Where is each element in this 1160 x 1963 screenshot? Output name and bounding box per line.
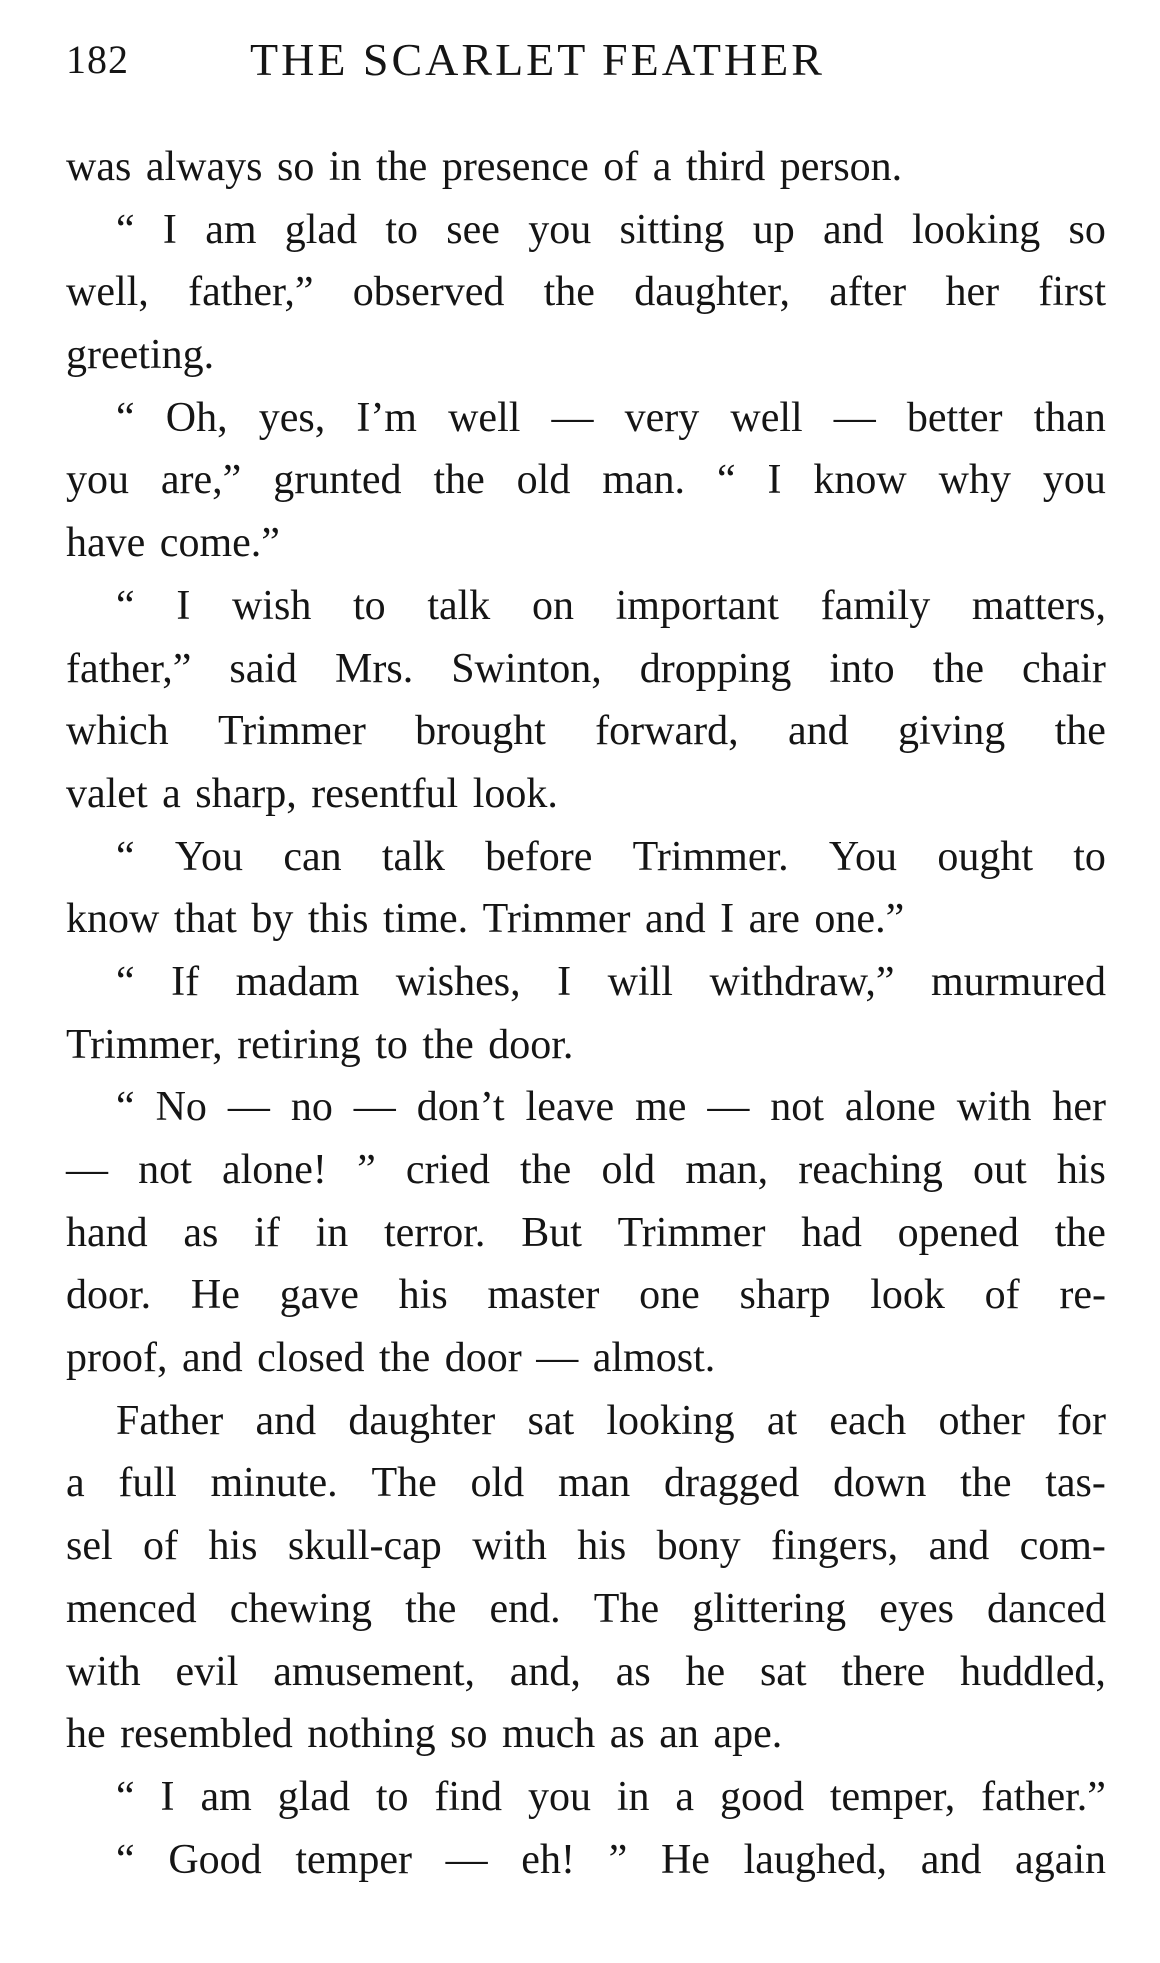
word: alone bbox=[844, 1084, 936, 1131]
word: me bbox=[635, 1084, 687, 1131]
word: know bbox=[66, 896, 174, 943]
word: why bbox=[938, 457, 1012, 504]
word: the bbox=[932, 645, 984, 692]
word: ape. bbox=[713, 1711, 783, 1758]
word: — bbox=[227, 1084, 270, 1131]
word: minute. bbox=[210, 1460, 338, 1507]
word: in bbox=[616, 1773, 650, 1820]
word: proof, bbox=[66, 1335, 182, 1382]
word: almost. bbox=[592, 1335, 716, 1382]
word: talk bbox=[381, 833, 445, 880]
word: giving bbox=[897, 708, 1006, 755]
word: menced bbox=[66, 1585, 197, 1632]
word: find bbox=[434, 1773, 503, 1820]
word: know bbox=[813, 457, 907, 504]
word: in bbox=[328, 144, 376, 190]
word: first bbox=[1038, 269, 1106, 316]
text-line bbox=[66, 1515, 1106, 1578]
word: he bbox=[66, 1711, 121, 1758]
word: old bbox=[516, 457, 571, 504]
text-line bbox=[66, 826, 1106, 889]
word: have bbox=[66, 520, 160, 567]
word: well, bbox=[66, 269, 149, 316]
word: in bbox=[315, 1209, 349, 1256]
word: ” bbox=[608, 1836, 628, 1883]
word: well bbox=[730, 394, 803, 441]
word: an bbox=[659, 1711, 714, 1758]
word: if bbox=[254, 1209, 280, 1256]
word: as bbox=[609, 1711, 660, 1758]
book-page bbox=[66, 28, 1106, 1891]
word: father.” bbox=[981, 1773, 1106, 1820]
word: and bbox=[920, 1836, 982, 1883]
word: door. bbox=[488, 1021, 574, 1068]
word: reaching bbox=[798, 1147, 943, 1193]
word: door. bbox=[66, 1272, 152, 1319]
word: the bbox=[378, 1335, 445, 1382]
word: — bbox=[833, 394, 876, 441]
word: The bbox=[593, 1585, 660, 1632]
word: resentful bbox=[311, 770, 473, 817]
word: other bbox=[938, 1397, 1025, 1444]
word: — bbox=[66, 1147, 108, 1193]
text-line bbox=[66, 512, 1106, 575]
word: to bbox=[385, 206, 419, 253]
word: “ bbox=[116, 206, 135, 253]
word: and bbox=[787, 708, 849, 755]
word: the bbox=[960, 1460, 1012, 1507]
word: into bbox=[829, 645, 895, 692]
text-line bbox=[66, 449, 1106, 512]
word: I bbox=[720, 896, 749, 943]
word: with bbox=[66, 1648, 141, 1695]
word: you bbox=[1042, 457, 1106, 504]
word: her bbox=[1052, 1084, 1106, 1131]
word: alone! bbox=[221, 1147, 327, 1193]
word: of bbox=[984, 1272, 1020, 1319]
word: better bbox=[906, 394, 1003, 441]
word: You bbox=[174, 833, 244, 880]
word: you bbox=[66, 457, 129, 504]
word: person. bbox=[779, 144, 903, 190]
text-line bbox=[66, 1076, 1106, 1139]
word: very bbox=[624, 394, 700, 441]
word: I bbox=[557, 958, 572, 1005]
word: observed bbox=[352, 269, 505, 316]
word: Trimmer. bbox=[632, 833, 789, 880]
word: so bbox=[450, 1711, 502, 1758]
word: glittering bbox=[692, 1585, 847, 1632]
word: “ bbox=[116, 1773, 135, 1820]
text-line bbox=[66, 136, 1106, 199]
word: again bbox=[1015, 1836, 1106, 1883]
word: after bbox=[829, 269, 907, 316]
word: sat bbox=[527, 1397, 575, 1444]
word: not bbox=[138, 1147, 192, 1193]
word: wish bbox=[231, 582, 312, 629]
text-line bbox=[66, 1202, 1106, 1265]
word: gave bbox=[279, 1272, 359, 1319]
text-line bbox=[66, 387, 1106, 450]
word: time. bbox=[383, 896, 483, 943]
word: looking bbox=[606, 1397, 735, 1444]
running-head bbox=[66, 28, 1106, 92]
text-line bbox=[66, 1578, 1106, 1641]
word: laughed, bbox=[743, 1836, 888, 1883]
word: sitting bbox=[619, 206, 725, 253]
word: his bbox=[398, 1272, 448, 1319]
word: you bbox=[528, 206, 592, 253]
word: well bbox=[448, 394, 521, 441]
text-line bbox=[66, 1014, 1106, 1077]
word: his bbox=[1056, 1147, 1106, 1193]
word: the bbox=[433, 457, 485, 504]
word: — bbox=[353, 1084, 396, 1131]
word: withdraw,” bbox=[709, 958, 895, 1005]
word: good bbox=[719, 1773, 804, 1820]
word: end. bbox=[489, 1585, 561, 1632]
word: her bbox=[945, 269, 1000, 316]
word: up bbox=[752, 206, 795, 253]
word: chewing bbox=[229, 1585, 372, 1632]
word: Trimmer bbox=[482, 896, 645, 943]
word: this bbox=[307, 896, 384, 943]
word: man. bbox=[602, 457, 686, 504]
text-line bbox=[66, 1390, 1106, 1453]
word: murmured bbox=[931, 958, 1106, 1005]
word: Mrs. bbox=[335, 645, 414, 692]
text-line bbox=[66, 951, 1106, 1014]
word: tas- bbox=[1045, 1460, 1106, 1507]
word: his bbox=[577, 1523, 627, 1570]
word: ” bbox=[357, 1147, 376, 1193]
word: the bbox=[376, 144, 442, 190]
word: man bbox=[557, 1460, 631, 1507]
word: you bbox=[527, 1773, 591, 1820]
word: which bbox=[66, 708, 169, 755]
text-line bbox=[66, 1641, 1106, 1704]
word: old bbox=[601, 1147, 656, 1193]
text-line bbox=[66, 700, 1106, 763]
word: sharp, bbox=[195, 770, 312, 817]
word: forward, bbox=[595, 708, 739, 755]
word: If bbox=[171, 958, 200, 1005]
word: with bbox=[472, 1523, 547, 1570]
word: I bbox=[176, 582, 191, 629]
word: daughter, bbox=[634, 269, 790, 316]
word: He bbox=[190, 1272, 240, 1319]
word: with bbox=[956, 1084, 1032, 1131]
word: look. bbox=[472, 770, 558, 817]
word: down bbox=[833, 1460, 927, 1507]
word: to bbox=[375, 1773, 409, 1820]
word: daughter bbox=[348, 1397, 496, 1444]
word: had bbox=[801, 1209, 862, 1256]
word: before bbox=[485, 833, 593, 880]
word: and bbox=[181, 1335, 258, 1382]
word: a bbox=[162, 770, 196, 817]
text-line bbox=[66, 575, 1106, 638]
word: No bbox=[155, 1084, 207, 1131]
word: family bbox=[820, 582, 931, 629]
word: — bbox=[551, 394, 594, 441]
word: there bbox=[841, 1648, 926, 1695]
word: full bbox=[118, 1460, 177, 1507]
word: he bbox=[685, 1648, 726, 1695]
word: Trimmer bbox=[617, 1209, 766, 1256]
word: not bbox=[770, 1084, 824, 1131]
word: as bbox=[615, 1648, 651, 1695]
word: terror. bbox=[383, 1209, 486, 1256]
word: dropping bbox=[639, 645, 792, 692]
word: the bbox=[422, 1021, 489, 1068]
word: Father bbox=[116, 1397, 224, 1444]
word: the bbox=[543, 269, 595, 316]
text-line bbox=[66, 763, 1106, 826]
word: The bbox=[371, 1460, 437, 1507]
word: are,” bbox=[160, 457, 242, 504]
word: and bbox=[255, 1397, 317, 1444]
word: and bbox=[823, 206, 884, 253]
word: father,” bbox=[188, 269, 314, 316]
word: see bbox=[446, 206, 500, 253]
word: — bbox=[536, 1335, 593, 1382]
book-title: THE SCARLET FEATHER bbox=[250, 34, 825, 85]
word: “ bbox=[116, 833, 135, 880]
word: and bbox=[644, 896, 721, 943]
word: danced bbox=[987, 1585, 1106, 1632]
word: the bbox=[405, 1585, 457, 1632]
word: a bbox=[675, 1773, 695, 1820]
word: nothing bbox=[307, 1711, 451, 1758]
word: “ bbox=[116, 1084, 135, 1131]
word: door bbox=[444, 1335, 537, 1382]
text-line bbox=[66, 1139, 1106, 1202]
word: old bbox=[470, 1460, 525, 1507]
text-line bbox=[66, 261, 1106, 324]
word: — bbox=[445, 1836, 488, 1883]
word: to bbox=[1073, 833, 1106, 880]
word: sel bbox=[66, 1523, 113, 1570]
word: cried bbox=[405, 1147, 490, 1193]
word: dragged bbox=[664, 1460, 800, 1507]
word: third bbox=[685, 144, 780, 190]
word: a bbox=[66, 1460, 85, 1507]
word: matters, bbox=[971, 582, 1106, 629]
word: at bbox=[766, 1397, 798, 1444]
word: no bbox=[290, 1084, 333, 1131]
word: important bbox=[615, 582, 779, 629]
word: madam bbox=[235, 958, 360, 1005]
word: amusement, bbox=[273, 1648, 475, 1695]
word: chair bbox=[1021, 645, 1106, 692]
word: wishes, bbox=[395, 958, 521, 1005]
word: ought bbox=[937, 833, 1033, 880]
word: glad bbox=[284, 206, 358, 253]
word: am bbox=[200, 1773, 252, 1820]
word: re- bbox=[1059, 1272, 1106, 1319]
text-line bbox=[66, 324, 1106, 387]
word: for bbox=[1056, 1397, 1106, 1444]
word: brought bbox=[415, 708, 546, 755]
text-line bbox=[66, 1264, 1106, 1327]
word: “ bbox=[716, 457, 736, 504]
word: one bbox=[639, 1272, 700, 1319]
word: by bbox=[251, 896, 308, 943]
word: will bbox=[607, 958, 673, 1005]
word: talk bbox=[427, 582, 491, 629]
word: and bbox=[928, 1523, 990, 1570]
word: so bbox=[276, 144, 329, 190]
word: presence bbox=[441, 144, 604, 190]
word: than bbox=[1033, 394, 1106, 441]
word: man, bbox=[685, 1147, 769, 1193]
word: a bbox=[652, 144, 686, 190]
word: eyes bbox=[879, 1585, 954, 1632]
word: of bbox=[603, 144, 653, 190]
word: father,” bbox=[66, 645, 192, 692]
word: eh! bbox=[521, 1836, 575, 1883]
word: yes, bbox=[258, 394, 326, 441]
word: to bbox=[375, 1021, 423, 1068]
word: greeting. bbox=[66, 332, 215, 379]
word: Good bbox=[168, 1836, 262, 1883]
text-line bbox=[66, 1703, 1106, 1766]
word: master bbox=[487, 1272, 600, 1319]
word: sat bbox=[759, 1648, 807, 1695]
word: opened bbox=[897, 1209, 1019, 1256]
word: “ bbox=[116, 394, 135, 441]
word: out bbox=[973, 1147, 1027, 1193]
word: the bbox=[1054, 1209, 1106, 1256]
word: can bbox=[283, 833, 342, 880]
word: temper, bbox=[829, 1773, 956, 1820]
word: But bbox=[521, 1209, 582, 1256]
word: “ bbox=[116, 582, 135, 629]
word: am bbox=[205, 206, 257, 253]
word: evil bbox=[175, 1648, 239, 1695]
page-number: 182 bbox=[66, 37, 129, 82]
word: “ bbox=[116, 958, 135, 1005]
word: fingers, bbox=[771, 1523, 899, 1570]
word: “ bbox=[116, 1836, 135, 1883]
word: his bbox=[208, 1523, 258, 1570]
word: of bbox=[143, 1523, 179, 1570]
word: retiring bbox=[237, 1021, 376, 1068]
word: look bbox=[870, 1272, 945, 1319]
text-line bbox=[66, 638, 1106, 701]
word: temper bbox=[295, 1836, 412, 1883]
word: I bbox=[767, 457, 782, 504]
word: huddled, bbox=[960, 1648, 1106, 1695]
word: glad bbox=[277, 1773, 350, 1820]
word: and, bbox=[509, 1648, 581, 1695]
word: on bbox=[531, 582, 574, 629]
text-line bbox=[66, 1327, 1106, 1390]
word: each bbox=[829, 1397, 907, 1444]
word: skull-cap bbox=[287, 1523, 442, 1570]
text-line bbox=[66, 199, 1106, 262]
text-line bbox=[66, 1452, 1106, 1515]
word: I bbox=[162, 206, 177, 253]
word: Trimmer, bbox=[66, 1021, 238, 1068]
body-text bbox=[66, 136, 1106, 1891]
word: looking bbox=[911, 206, 1041, 253]
word: so bbox=[1068, 206, 1106, 253]
word: He bbox=[660, 1836, 710, 1883]
word: that bbox=[173, 896, 252, 943]
word: — bbox=[707, 1084, 750, 1131]
word: com- bbox=[1019, 1523, 1106, 1570]
word: much bbox=[501, 1711, 610, 1758]
word: Swinton, bbox=[451, 645, 602, 692]
text-line bbox=[66, 888, 1106, 951]
word: said bbox=[229, 645, 298, 692]
word: Oh, bbox=[165, 394, 228, 441]
word: I’m bbox=[356, 394, 417, 441]
word: come.” bbox=[159, 520, 280, 567]
word: sharp bbox=[739, 1272, 831, 1319]
word: hand bbox=[66, 1209, 148, 1256]
word: are bbox=[748, 896, 815, 943]
text-line bbox=[66, 1766, 1106, 1829]
word: resembled bbox=[120, 1711, 308, 1758]
word: bony bbox=[656, 1523, 741, 1570]
word: to bbox=[352, 582, 386, 629]
text-line bbox=[66, 1829, 1106, 1892]
word: don’t bbox=[416, 1084, 505, 1131]
word: leave bbox=[525, 1084, 615, 1131]
word: Trimmer bbox=[218, 708, 366, 755]
word: closed bbox=[257, 1335, 379, 1382]
word: grunted bbox=[273, 457, 402, 504]
word: always bbox=[145, 144, 277, 190]
word: the bbox=[1054, 708, 1106, 755]
word: one.” bbox=[814, 896, 905, 943]
word: was bbox=[66, 144, 146, 190]
word: You bbox=[828, 833, 898, 880]
word: as bbox=[183, 1209, 219, 1256]
word: I bbox=[160, 1773, 175, 1820]
word: valet bbox=[66, 770, 163, 817]
word: the bbox=[520, 1147, 572, 1193]
